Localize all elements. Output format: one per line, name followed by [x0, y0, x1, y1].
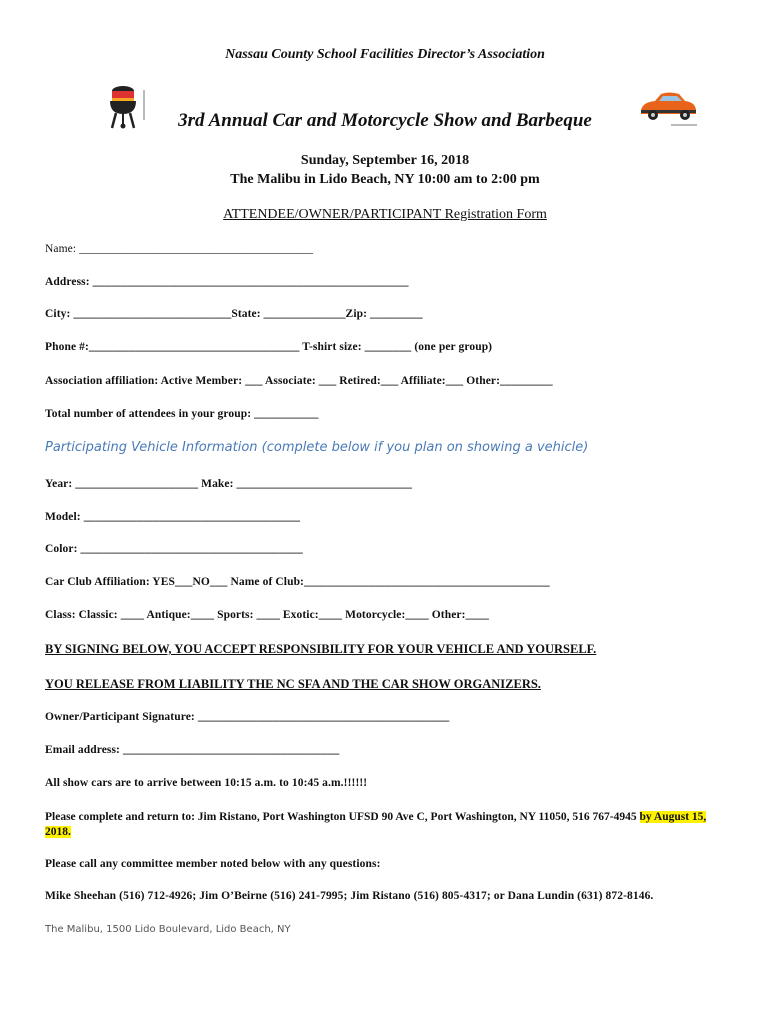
- model-field[interactable]: Model: _____________________________________: [45, 511, 301, 523]
- event-title: 3rd Annual Car and Motorcycle Show and Barbeque: [178, 110, 592, 131]
- responsibility-statement: BY SIGNING BELOW, YOU ACCEPT RESPONSIBILITY FOR YOUR VEHICLE AND YOURSELF.: [45, 642, 597, 656]
- event-venue: The Malibu in Lido Beach, NY 10:00 am to 2:00 pm: [230, 172, 540, 187]
- email-field[interactable]: Email address: _____________________________________: [45, 744, 340, 756]
- car-club-field[interactable]: Car Club Affiliation: YES___NO___ Name of Club:__________________________________________: [45, 576, 550, 588]
- address-field[interactable]: Address: ______________________________________________________: [45, 276, 409, 288]
- arrival-notice: All show cars are to arrive between 10:15 a.m. to 10:45 a.m.!!!!!!: [45, 777, 368, 789]
- association-name: Nassau County School Facilities Director’s Association: [225, 47, 545, 62]
- return-address-text: Please complete and return to: Jim Ristano, Port Washington UFSD 90 Ave C, Port Washington, NY 11050, 516 767-4945: [45, 811, 640, 823]
- form-title: ATTENDEE/OWNER/PARTICIPANT Registration Form: [223, 207, 547, 222]
- association-affiliation-field[interactable]: Association affiliation: Active Member: ___ Associate: ___ Retired:___ Affiliate:___ Other:_________: [45, 375, 553, 387]
- signature-field[interactable]: Owner/Participant Signature: ___________________________________________: [45, 711, 450, 723]
- venue-address-footer: The Malibu, 1500 Lido Boulevard, Lido Beach, NY: [45, 924, 291, 935]
- event-date: Sunday, September 16, 2018: [300, 153, 470, 168]
- liability-release-statement: YOU RELEASE FROM LIABILITY THE NC SFA AND THE CAR SHOW ORGANIZERS.: [45, 677, 541, 691]
- return-deadline: by August 15, 2018.: [45, 811, 707, 838]
- color-field[interactable]: Color: ______________________________________: [45, 543, 303, 555]
- name-field[interactable]: Name: ________________________________________: [45, 243, 314, 255]
- year-make-field[interactable]: Year: _____________________ Make: ______________________________: [45, 478, 413, 490]
- classic-car-icon: [637, 88, 699, 130]
- questions-notice: Please call any committee member noted below with any questions:: [45, 858, 381, 870]
- phone-tshirt-field[interactable]: Phone #:____________________________________ T-shirt size: ________ (one per group): [45, 341, 493, 353]
- city-state-zip-field[interactable]: City: ___________________________State: ______________Zip: _________: [45, 308, 423, 320]
- attendees-count-field[interactable]: Total number of attendees in your group: ___________: [45, 408, 319, 420]
- vehicle-class-field[interactable]: Class: Classic: ____ Antique:____ Sports: ____ Exotic:____ Motorcycle:____ Other:____: [45, 609, 489, 621]
- vehicle-section-title: Participating Vehicle Information (complete below if you plan on showing a vehicle): [45, 440, 589, 455]
- return-instructions: [45, 810, 725, 840]
- committee-contacts: Mike Sheehan (516) 712-4926; Jim O’Beirne (516) 241-7995; Jim Ristano (516) 805-4317; or Dana Lundin (631) 872-8146.: [45, 890, 654, 902]
